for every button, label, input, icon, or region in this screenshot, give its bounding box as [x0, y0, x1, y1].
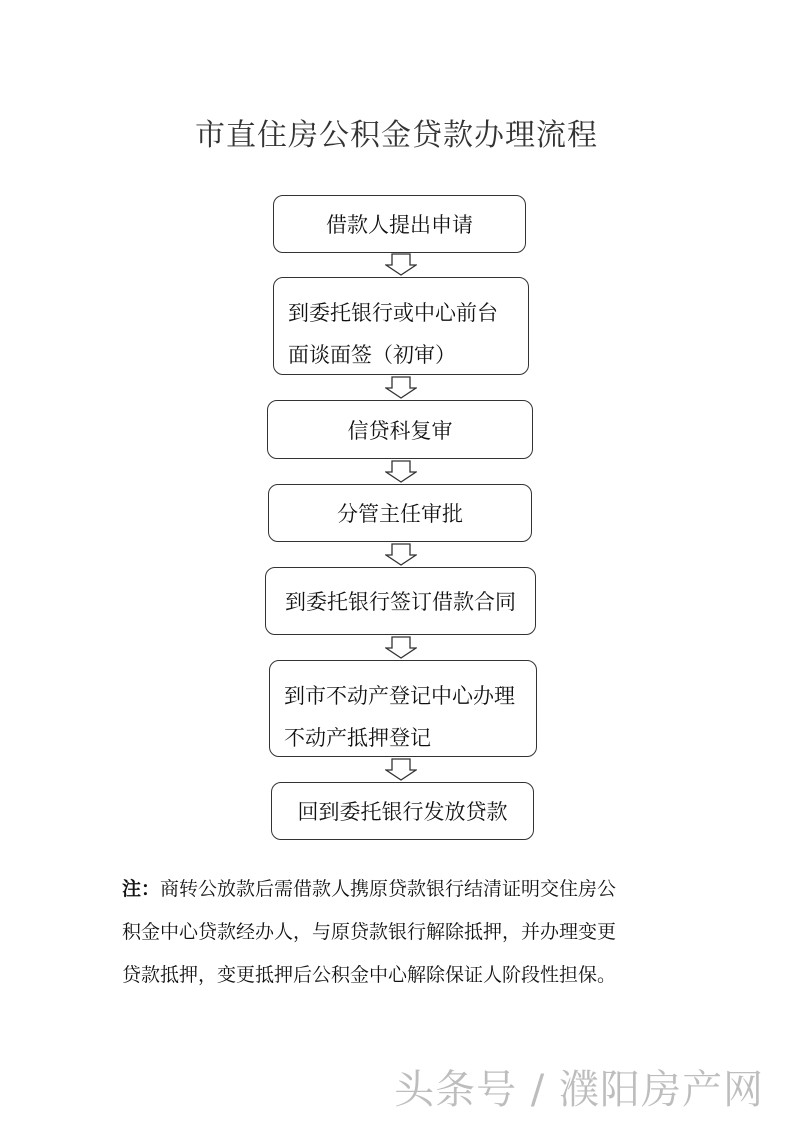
flow-step-text: 到委托银行签订借款合同	[285, 590, 516, 614]
page-title: 市直住房公积金贷款办理流程	[195, 118, 598, 153]
flow-step-text: 回到委托银行发放贷款	[297, 800, 508, 824]
down-arrow-icon	[385, 376, 417, 399]
flow-step-disbursement	[271, 782, 534, 840]
flow-step-text-line-1: 到委托银行或中心前台	[288, 301, 498, 325]
down-arrow-icon	[385, 253, 417, 276]
flow-step-mortgage-registration	[269, 660, 537, 757]
note-line-2: 积金中心贷款经办人，与原贷款银行解除抵押，并办理变更	[122, 921, 617, 943]
down-arrow-icon	[385, 758, 417, 781]
flow-step-contract	[265, 567, 536, 635]
note-label: 注：	[122, 878, 161, 900]
down-arrow-icon	[385, 636, 417, 659]
flow-step-interview	[273, 277, 529, 375]
flow-step-text-line-2: 面谈面签（初审）	[288, 343, 456, 367]
flow-step-text: 信贷科复审	[347, 418, 453, 443]
note-line-3: 贷款抵押，变更抵押后公积金中心解除保证人阶段性担保。	[122, 964, 617, 986]
note-text: 商转公放款后需借款人携原贷款银行结清证明交住房公	[160, 878, 617, 900]
down-arrow-icon	[385, 460, 417, 483]
flow-step-apply	[273, 195, 526, 253]
flow-step-text: 分管主任审批	[337, 502, 463, 526]
flow-step-text: 借款人提出申请	[326, 213, 473, 237]
flow-step-text-line-1: 到市不动产登记中心办理	[284, 684, 515, 708]
note-paragraph	[122, 868, 682, 997]
note-line-1	[122, 868, 682, 911]
down-arrow-icon	[385, 543, 417, 566]
watermark: 头条号 / 濮阳房产网	[394, 1067, 764, 1113]
flow-step-text-line-2: 不动产抵押登记	[284, 726, 431, 750]
flow-step-approval	[268, 484, 532, 542]
flow-step-review	[267, 400, 533, 459]
